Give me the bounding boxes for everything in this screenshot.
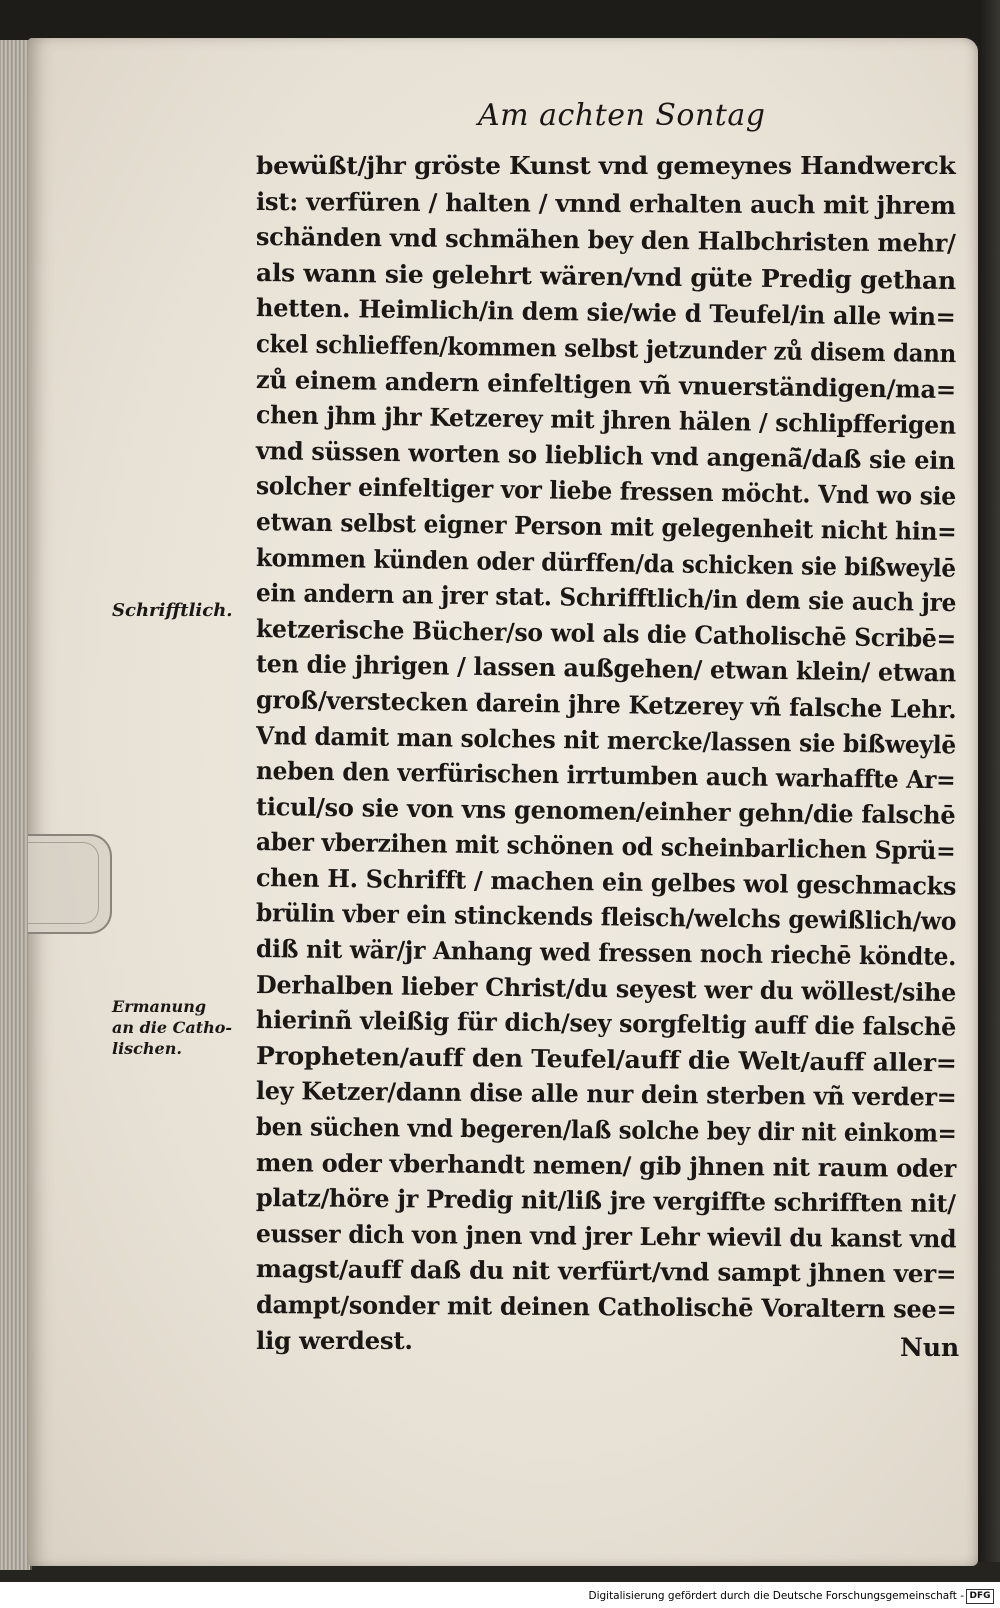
margin-note-schrifftlich: Schrifftlich. [112,600,233,621]
dfg-logo: DFG [966,1589,994,1604]
margin-note-line: Ermanung [112,997,207,1016]
text-line: vnd süssen worten so lieblich vnd angenã̄/daß sie ein [255,435,956,475]
text-line: neben den verfürischen irrtumben auch warhaffte Ar= [255,756,956,795]
text-line: groß/verstecken darein jhre Ketzerey vñ falsche Lehr. [255,684,957,724]
text-line: ein andern an jrer stat. Schrifftlich/in dem sie auch jre [255,578,957,618]
text-line: aber vberzihen mit schönen od scheinbarlichen Sprü= [255,827,956,866]
text-line: ben süchen vnd begeren/laß solche bey dir nit einkom= [255,1112,957,1148]
text-line: ckel schlieffen/kommen selbst jetzunder zů disem dann [255,328,957,369]
text-line: ten die jhrigen / lassen außgehen/ etwan klein/ etwan [255,649,957,688]
text-line: etwan selbst eigner Person mit gelegenheit nicht hin= [255,506,957,547]
text-line: chen H. Schrifft / machen ein gelbes wol geschmacks [255,862,957,901]
text-line: zů einem andern einfeltigen vñ vnuerständigen/ma= [255,364,957,404]
text-line: diß nit wär/jr Anhang wed fressen noch riechē köndte. [255,934,957,972]
text-line: ist: verfüren / halten / vnnd erhalten auch mit jhrem [255,186,956,220]
body-text [256,148,956,1358]
text-line: magst/auff daß du nit verfürt/vnd sampt jhnen ver= [255,1254,957,1289]
text-line: brülin vber ein stinckends fleisch/welchs gewißlich/wo [255,898,957,937]
text-line: ketzerische Bücher/so wol als die Catholischē Scribē= [255,613,957,653]
text-line: solcher einfeltiger vor liebe fressen möcht. Vnd wo sie [255,471,957,512]
text-line: hetten. Heimlich/in dem sie/wie d Teufel/in alle win= [255,293,956,332]
margin-note-line: an die Catho- [112,1018,233,1037]
catchword: Nun [900,1333,960,1362]
text-line: schänden vnd schmähen bey den Halbchristen mehr/ [255,222,956,258]
text-line: Propheten/auff den Teufel/auff die Welt/auff aller= [255,1040,957,1078]
text-line: bewüßt/jhr gröste Kunst vnd gemeynes Handwerck [256,151,956,180]
page-clip-tab-inner [28,842,99,924]
text-line: platz/höre jr Predig nit/liß jre vergiffte schrifften nit/ [255,1183,956,1219]
text-line: eusser dich von jnen vnd jrer Lehr wievil du kanst vnd [255,1218,957,1254]
footer-credit: Digitalisierung gefördert durch die Deutsche Forschungsgemeinschaft - [588,1590,964,1602]
text-line: hierinñ vleißig für dich/sey sorgfeltig auff die falschē [255,1005,957,1042]
text-line: Vnd damit man solches nit mercke/lassen sie bißweylē [255,720,957,759]
text-line: als wann sie gelehrt wären/vnd güte Predig gethan [255,257,957,295]
text-line: kommen künden oder dürffen/da schicken sie bißweylē [255,542,956,583]
text-line: lig werdest. [256,1325,413,1355]
text-line: ticul/so sie von vns genomen/einher gehn/die falschē [255,791,956,830]
running-head: Am achten Sontag [478,98,766,133]
text-line: ley Ketzer/dann dise alle nur dein sterben vñ verder= [255,1076,957,1113]
text-line: men oder vberhandt nemen/ gib jhnen nit raum oder [255,1147,957,1183]
text-line: Derhalben lieber Christ/du seyest wer du wöllest/sihe [255,969,957,1007]
scan-right-edge [978,0,1000,1608]
text-line: dampt/sonder mit deinen Catholischē Voraltern see= [255,1290,957,1324]
text-line: chen jhm jhr Ketzerey mit jhren hälen / schlipfferigen [255,400,957,440]
margin-note-ermanung [112,996,232,1059]
margin-note-line: lischen. [112,1039,182,1058]
